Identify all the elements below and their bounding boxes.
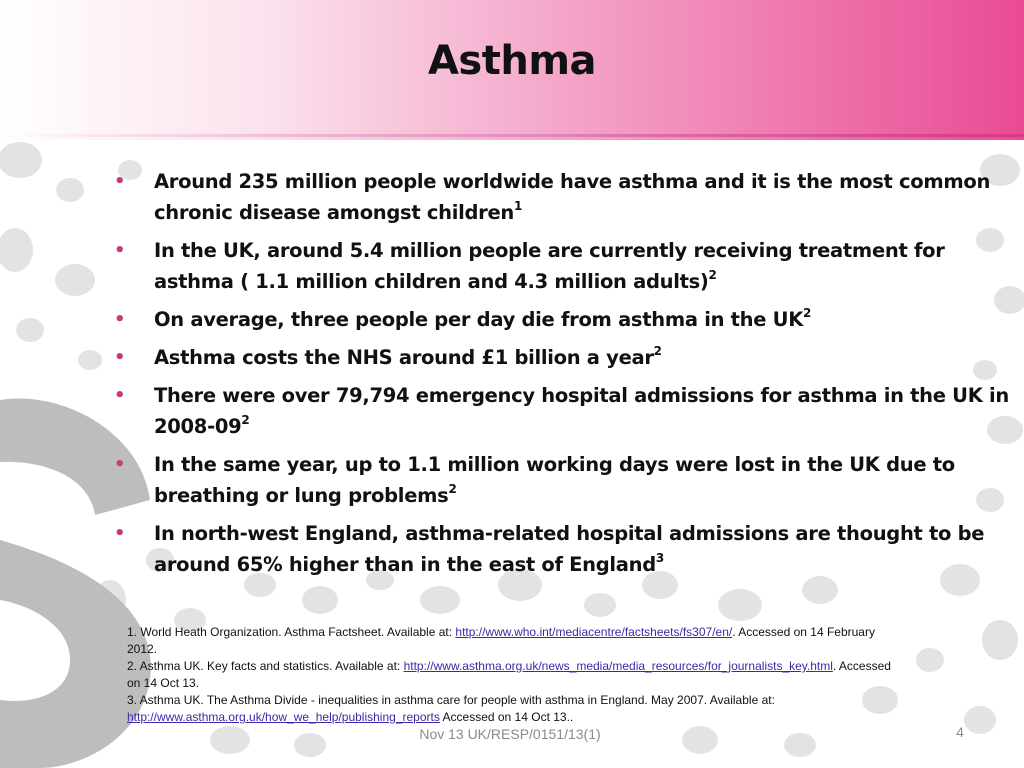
reference-marker: 2 [241, 412, 250, 427]
bullet-text: In the same year, up to 1.1 million working days were lost in the UK due to breathing or lung problems [154, 453, 955, 507]
bullet-text: Around 235 million people worldwide have asthma and it is the most common chronic disease amongst children [154, 170, 991, 224]
bullet-icon: • [114, 347, 126, 368]
bullet-item [110, 342, 1015, 373]
bullet-text: There were over 79,794 emergency hospital admissions for asthma in the UK in 2008-09 [154, 384, 1009, 438]
bullet-item [110, 304, 1015, 335]
page-number: 4 [956, 724, 964, 740]
reference-3-link[interactable]: http://www.asthma.org.uk/how_we_help/publishing_reports [127, 710, 440, 724]
references [127, 624, 907, 726]
footer-job-code: Nov 13 UK/RESP/0151/13(1) [419, 726, 601, 742]
reference-marker: 2 [448, 481, 457, 496]
bullet-list [110, 166, 1015, 587]
reference-marker: 2 [653, 343, 662, 358]
reference-1-accessed: . Accessed on 14 February 2012. [127, 625, 875, 656]
reference-2-link[interactable]: http://www.asthma.org.uk/news_media/media_resources/for_journalists_key.html [403, 659, 833, 673]
bullet-icon: • [114, 240, 126, 261]
bullet-item [110, 449, 1015, 511]
reference-2 [127, 658, 907, 692]
reference-3 [127, 692, 907, 726]
reference-2-text: 2. Asthma UK. Key facts and statistics. Available at: [127, 659, 404, 673]
bullet-text: Asthma costs the NHS around £1 billion a year [154, 346, 654, 369]
bullet-text: In north-west England, asthma-related hospital admissions are thought to be around 65% higher than in the east of England [154, 522, 985, 576]
header-divider [0, 134, 1024, 137]
bullet-item [110, 380, 1015, 442]
bullet-item [110, 166, 1015, 228]
reference-1 [127, 624, 907, 658]
reference-marker: 3 [655, 550, 664, 565]
reference-2-accessed: . Accessed on 14 Oct 13. [127, 659, 891, 690]
bullet-icon: • [114, 523, 126, 544]
reference-1-text: 1. World Heath Organization. Asthma Factsheet. Available at: [127, 625, 456, 639]
bullet-icon: • [114, 454, 126, 475]
reference-marker: 2 [803, 305, 812, 320]
reference-3-text: 3. Asthma UK. The Asthma Divide - inequalities in asthma care for people with asthma in England. May 2007. Available at: [127, 693, 775, 707]
reference-1-link[interactable]: http://www.who.int/mediacentre/factsheets/fs307/en/ [455, 625, 733, 639]
reference-marker: 2 [708, 267, 717, 282]
bullet-item [110, 235, 1015, 297]
bullet-icon: • [114, 309, 126, 330]
bullet-icon: • [114, 385, 126, 406]
bullet-icon: • [114, 171, 126, 192]
bullet-text: On average, three people per day die from asthma in the UK [154, 308, 804, 331]
bullet-text: In the UK, around 5.4 million people are currently receiving treatment for asthma ( 1.1 million children and 4.3 million adults) [154, 239, 945, 293]
bullet-item [110, 518, 1015, 580]
reference-3-accessed: Accessed on 14 Oct 13.. [439, 710, 574, 724]
reference-marker: 1 [513, 198, 523, 213]
slide-title: Asthma [427, 38, 597, 84]
